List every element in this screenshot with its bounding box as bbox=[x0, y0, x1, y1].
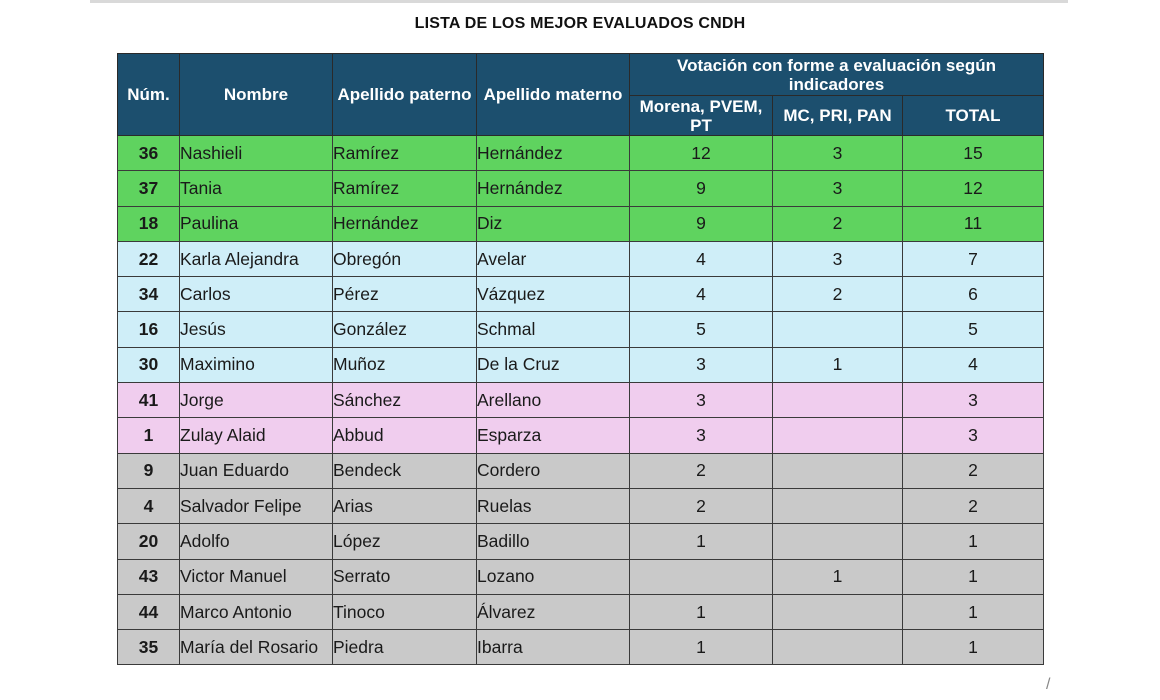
cell-mc-pri-pan bbox=[773, 488, 903, 523]
header-num: Núm. bbox=[118, 54, 180, 136]
cell-morena-pvem-pt: 2 bbox=[630, 488, 773, 523]
cell-nombre: Salvador Felipe bbox=[180, 488, 333, 523]
cell-apellido-materno: De la Cruz bbox=[477, 347, 630, 382]
cell-nombre: María del Rosario bbox=[180, 630, 333, 665]
table-row bbox=[118, 277, 1044, 312]
cell-mc-pri-pan bbox=[773, 312, 903, 347]
cell-num: 30 bbox=[118, 347, 180, 382]
cell-total: 4 bbox=[903, 347, 1044, 382]
cell-apellido-paterno: López bbox=[333, 524, 477, 559]
cell-num: 20 bbox=[118, 524, 180, 559]
cell-apellido-materno: Vázquez bbox=[477, 277, 630, 312]
cell-mc-pri-pan: 2 bbox=[773, 277, 903, 312]
cell-apellido-paterno: Muñoz bbox=[333, 347, 477, 382]
cell-morena-pvem-pt bbox=[630, 559, 773, 594]
cell-total: 2 bbox=[903, 453, 1044, 488]
cell-apellido-paterno: Hernández bbox=[333, 206, 477, 241]
cell-mc-pri-pan: 2 bbox=[773, 206, 903, 241]
cell-apellido-paterno: Piedra bbox=[333, 630, 477, 665]
cell-morena-pvem-pt: 9 bbox=[630, 171, 773, 206]
cell-num: 16 bbox=[118, 312, 180, 347]
cell-total: 1 bbox=[903, 594, 1044, 629]
cell-num: 37 bbox=[118, 171, 180, 206]
cell-apellido-paterno: González bbox=[333, 312, 477, 347]
cell-apellido-materno: Álvarez bbox=[477, 594, 630, 629]
cell-total: 2 bbox=[903, 488, 1044, 523]
cell-apellido-paterno: Abbud bbox=[333, 418, 477, 453]
corner-mark: / bbox=[1046, 676, 1051, 693]
cell-nombre: Maximino bbox=[180, 347, 333, 382]
cell-morena-pvem-pt: 3 bbox=[630, 347, 773, 382]
cell-apellido-paterno: Ramírez bbox=[333, 171, 477, 206]
cell-apellido-materno: Diz bbox=[477, 206, 630, 241]
cell-apellido-materno: Ruelas bbox=[477, 488, 630, 523]
cell-morena-pvem-pt: 3 bbox=[630, 383, 773, 418]
cell-morena-pvem-pt: 9 bbox=[630, 206, 773, 241]
cell-num: 41 bbox=[118, 383, 180, 418]
cell-total: 1 bbox=[903, 630, 1044, 665]
cell-mc-pri-pan bbox=[773, 524, 903, 559]
table-row bbox=[118, 488, 1044, 523]
cell-morena-pvem-pt: 4 bbox=[630, 241, 773, 276]
cell-apellido-materno: Hernández bbox=[477, 171, 630, 206]
cell-total: 1 bbox=[903, 524, 1044, 559]
cell-total: 3 bbox=[903, 383, 1044, 418]
cell-num: 44 bbox=[118, 594, 180, 629]
header-apellido-materno: Apellido materno bbox=[477, 54, 630, 136]
cell-num: 1 bbox=[118, 418, 180, 453]
cell-num: 9 bbox=[118, 453, 180, 488]
cell-num: 18 bbox=[118, 206, 180, 241]
cell-nombre: Nashieli bbox=[180, 136, 333, 171]
cell-apellido-paterno: Bendeck bbox=[333, 453, 477, 488]
cell-apellido-paterno: Pérez bbox=[333, 277, 477, 312]
cell-nombre: Adolfo bbox=[180, 524, 333, 559]
cell-morena-pvem-pt: 12 bbox=[630, 136, 773, 171]
cell-apellido-paterno: Arias bbox=[333, 488, 477, 523]
cell-morena-pvem-pt: 2 bbox=[630, 453, 773, 488]
cell-total: 6 bbox=[903, 277, 1044, 312]
cell-mc-pri-pan: 1 bbox=[773, 347, 903, 382]
cell-morena-pvem-pt: 5 bbox=[630, 312, 773, 347]
cell-apellido-paterno: Obregón bbox=[333, 241, 477, 276]
cell-mc-pri-pan bbox=[773, 630, 903, 665]
cell-nombre: Juan Eduardo bbox=[180, 453, 333, 488]
cell-apellido-paterno: Serrato bbox=[333, 559, 477, 594]
cell-apellido-paterno: Tinoco bbox=[333, 594, 477, 629]
cell-nombre: Victor Manuel bbox=[180, 559, 333, 594]
table-row bbox=[118, 136, 1044, 171]
header-total: TOTAL bbox=[903, 96, 1044, 136]
cell-nombre: Karla Alejandra bbox=[180, 241, 333, 276]
header-nombre: Nombre bbox=[180, 54, 333, 136]
cell-num: 22 bbox=[118, 241, 180, 276]
cell-num: 34 bbox=[118, 277, 180, 312]
header-mc-pri-pan: MC, PRI, PAN bbox=[773, 96, 903, 136]
cell-mc-pri-pan: 1 bbox=[773, 559, 903, 594]
table-row bbox=[118, 383, 1044, 418]
cell-mc-pri-pan bbox=[773, 418, 903, 453]
table-row bbox=[118, 241, 1044, 276]
table-row bbox=[118, 206, 1044, 241]
cell-nombre: Zulay Alaid bbox=[180, 418, 333, 453]
table-row bbox=[118, 347, 1044, 382]
table-row bbox=[118, 418, 1044, 453]
cell-total: 11 bbox=[903, 206, 1044, 241]
cell-nombre: Paulina bbox=[180, 206, 333, 241]
cell-nombre: Jesús bbox=[180, 312, 333, 347]
cell-apellido-materno: Ibarra bbox=[477, 630, 630, 665]
table-row bbox=[118, 453, 1044, 488]
cell-total: 5 bbox=[903, 312, 1044, 347]
header-votacion-group: Votación con forme a evaluación según indicadores bbox=[630, 54, 1044, 96]
cell-nombre: Jorge bbox=[180, 383, 333, 418]
cell-morena-pvem-pt: 1 bbox=[630, 630, 773, 665]
cell-mc-pri-pan bbox=[773, 594, 903, 629]
header-apellido-paterno: Apellido paterno bbox=[333, 54, 477, 136]
table-row bbox=[118, 171, 1044, 206]
cell-apellido-paterno: Ramírez bbox=[333, 136, 477, 171]
cell-apellido-materno: Avelar bbox=[477, 241, 630, 276]
table-row bbox=[118, 594, 1044, 629]
cell-morena-pvem-pt: 1 bbox=[630, 594, 773, 629]
cell-num: 4 bbox=[118, 488, 180, 523]
cell-mc-pri-pan: 3 bbox=[773, 241, 903, 276]
cell-nombre: Tania bbox=[180, 171, 333, 206]
cell-mc-pri-pan: 3 bbox=[773, 136, 903, 171]
header-morena-pvem-pt: Morena, PVEM, PT bbox=[630, 96, 773, 136]
cell-apellido-materno: Lozano bbox=[477, 559, 630, 594]
cell-morena-pvem-pt: 3 bbox=[630, 418, 773, 453]
cell-apellido-materno: Cordero bbox=[477, 453, 630, 488]
table-row bbox=[118, 630, 1044, 665]
cell-morena-pvem-pt: 4 bbox=[630, 277, 773, 312]
page-title: LISTA DE LOS MEJOR EVALUADOS CNDH bbox=[414, 15, 746, 32]
cell-morena-pvem-pt: 1 bbox=[630, 524, 773, 559]
cell-mc-pri-pan: 3 bbox=[773, 171, 903, 206]
table-row bbox=[118, 559, 1044, 594]
table-body bbox=[118, 136, 1044, 665]
cell-apellido-materno: Esparza bbox=[477, 418, 630, 453]
cell-nombre: Carlos bbox=[180, 277, 333, 312]
cell-num: 43 bbox=[118, 559, 180, 594]
cell-total: 12 bbox=[903, 171, 1044, 206]
cell-total: 3 bbox=[903, 418, 1044, 453]
evaluation-table bbox=[117, 53, 1044, 665]
cell-apellido-paterno: Sánchez bbox=[333, 383, 477, 418]
cell-nombre: Marco Antonio bbox=[180, 594, 333, 629]
cell-apellido-materno: Badillo bbox=[477, 524, 630, 559]
top-divider bbox=[90, 0, 1068, 3]
cell-apellido-materno: Hernández bbox=[477, 136, 630, 171]
cell-mc-pri-pan bbox=[773, 453, 903, 488]
cell-total: 1 bbox=[903, 559, 1044, 594]
cell-mc-pri-pan bbox=[773, 383, 903, 418]
cell-apellido-materno: Arellano bbox=[477, 383, 630, 418]
table-row bbox=[118, 312, 1044, 347]
table-row bbox=[118, 524, 1044, 559]
cell-num: 36 bbox=[118, 136, 180, 171]
cell-total: 7 bbox=[903, 241, 1044, 276]
cell-total: 15 bbox=[903, 136, 1044, 171]
cell-num: 35 bbox=[118, 630, 180, 665]
cell-apellido-materno: Schmal bbox=[477, 312, 630, 347]
